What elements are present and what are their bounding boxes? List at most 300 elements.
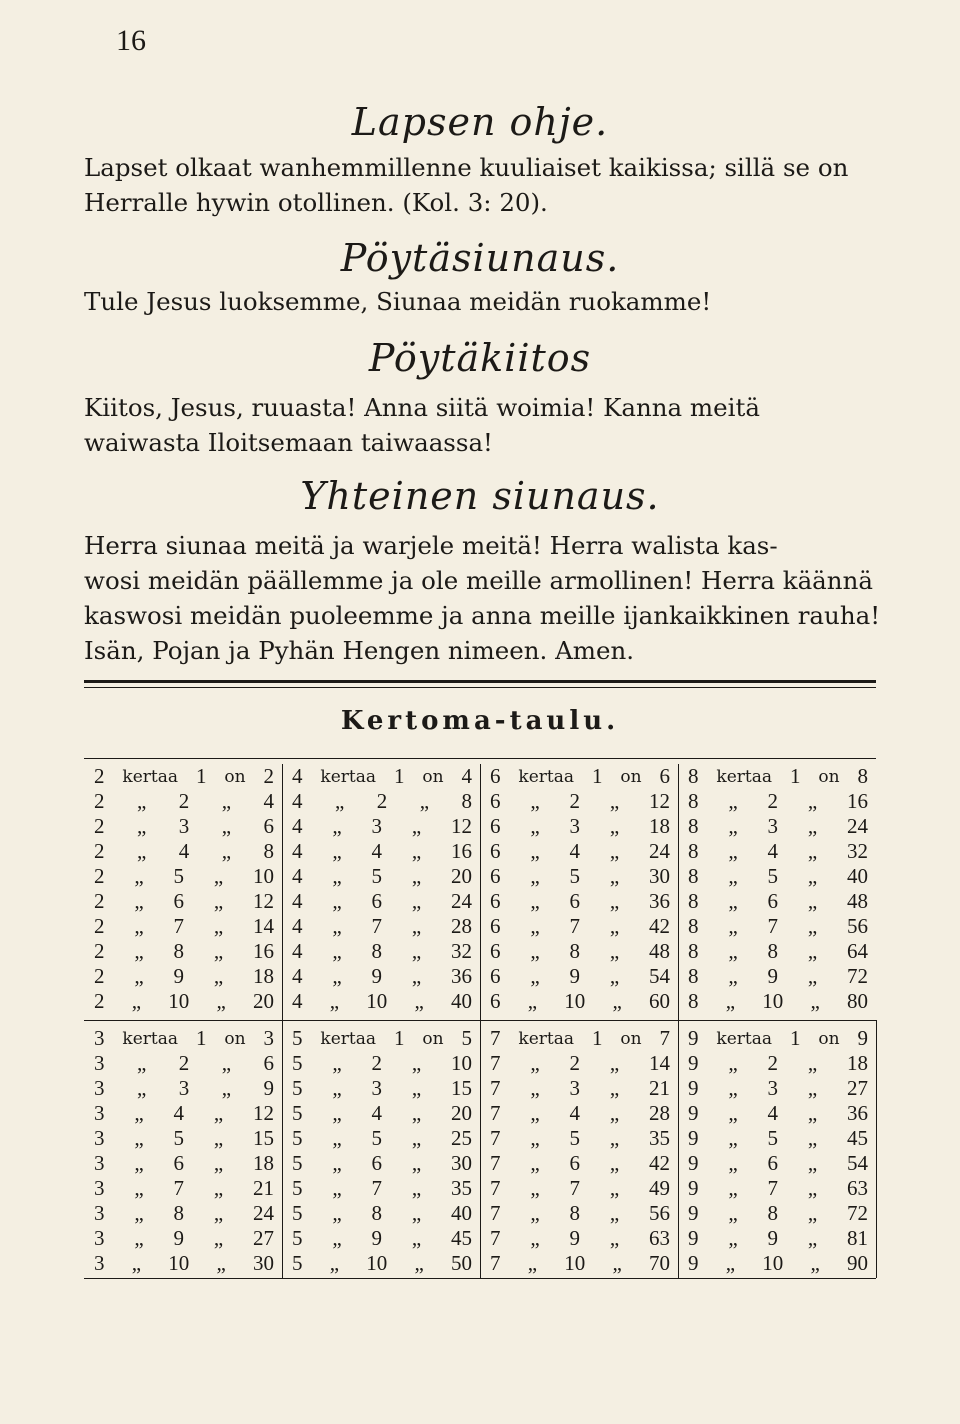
product: 45 — [846, 1126, 868, 1150]
ditto-mark: „ — [728, 914, 738, 938]
multiplier: 10 — [564, 989, 586, 1013]
ditto-mark: „ — [807, 789, 818, 813]
ditto-mark: „ — [530, 914, 540, 938]
product: 28 — [450, 914, 472, 938]
word-is: on — [620, 1028, 642, 1049]
ditto-mark: „ — [807, 1076, 818, 1100]
section-heading-yhteinen-siunaus: Yhteinen siunaus. — [300, 474, 660, 518]
table-cell — [282, 1176, 480, 1201]
product: 18 — [648, 814, 670, 838]
multiplier: 3 — [178, 1076, 190, 1100]
multiplicand: 8 — [688, 864, 699, 888]
table-cell — [282, 1026, 480, 1051]
product: 49 — [648, 1176, 670, 1200]
ditto-mark: „ — [609, 839, 620, 863]
ditto-mark: „ — [530, 1076, 540, 1100]
multiplier: 1 — [591, 764, 603, 788]
product: 81 — [846, 1226, 868, 1250]
multiplicand: 3 — [94, 1176, 105, 1200]
ditto-mark: „ — [329, 1251, 340, 1275]
ditto-mark: „ — [728, 814, 738, 838]
table-cell — [282, 914, 480, 939]
multiplier: 4 — [767, 1101, 778, 1125]
ditto-mark: „ — [411, 864, 422, 888]
ditto-mark: „ — [332, 964, 342, 988]
multiplier: 2 — [569, 789, 580, 813]
multiplicand: 8 — [688, 989, 699, 1013]
multiplier: 8 — [371, 1201, 382, 1225]
ditto-mark: „ — [332, 939, 342, 963]
multiplicand: 5 — [292, 1201, 303, 1225]
table-cell — [678, 1076, 876, 1101]
ditto-mark: „ — [213, 1201, 224, 1225]
product: 64 — [846, 939, 868, 963]
product: 45 — [450, 1226, 472, 1250]
table-cell — [480, 1076, 678, 1101]
ditto-mark: „ — [131, 1251, 142, 1275]
ditto-mark: „ — [530, 964, 540, 988]
ditto-mark: „ — [609, 964, 620, 988]
ditto-mark: „ — [530, 889, 540, 913]
word-times: kertaa — [320, 766, 377, 787]
ditto-mark: „ — [609, 889, 620, 913]
multiplicand: 6 — [490, 889, 501, 913]
ditto-mark: „ — [612, 1251, 622, 1275]
table-cell — [480, 964, 678, 989]
table-cell — [282, 1051, 480, 1076]
ditto-mark: „ — [213, 1101, 224, 1125]
ditto-mark: „ — [530, 1126, 540, 1150]
table-cell — [480, 789, 678, 814]
column-divider — [876, 1020, 877, 1278]
word-times: kertaa — [122, 766, 179, 787]
product: 20 — [450, 1101, 472, 1125]
ditto-mark: „ — [213, 1226, 224, 1250]
ditto-mark: „ — [213, 1176, 224, 1200]
ditto-mark: „ — [216, 1251, 226, 1275]
table-cell — [678, 1251, 876, 1276]
multiplicand: 8 — [688, 764, 699, 788]
multiplicand: 3 — [94, 1226, 105, 1250]
multiplicand: 5 — [292, 1101, 303, 1125]
multiplier: 5 — [569, 864, 580, 888]
multiplier: 6 — [767, 1151, 778, 1175]
table-cell — [282, 764, 480, 789]
word-times: kertaa — [320, 1028, 377, 1049]
product: 48 — [648, 939, 670, 963]
table-cell — [678, 964, 876, 989]
ditto-mark: „ — [332, 839, 342, 863]
table-cell — [678, 789, 876, 814]
multiplicand: 2 — [94, 989, 105, 1013]
table-cell — [480, 1226, 678, 1251]
multiplier: 9 — [569, 1226, 580, 1250]
ditto-mark: „ — [527, 1251, 538, 1275]
table-cell — [678, 1126, 876, 1151]
table-header-rule — [84, 758, 876, 759]
multiplicand: 8 — [688, 814, 699, 838]
multiplicand: 7 — [490, 1126, 501, 1150]
product: 63 — [846, 1176, 868, 1200]
product: 12 — [252, 889, 274, 913]
column-divider — [480, 1020, 481, 1278]
table-top-rule-thin — [84, 687, 876, 688]
product: 3 — [263, 1026, 274, 1050]
ditto-mark: „ — [332, 1051, 342, 1075]
product: 54 — [648, 964, 670, 988]
multiplicand: 5 — [292, 1176, 303, 1200]
multiplier: 1 — [591, 1026, 603, 1050]
product: 12 — [450, 814, 472, 838]
multiplicand: 6 — [490, 864, 501, 888]
ditto-mark: „ — [411, 1151, 422, 1175]
ditto-mark: „ — [807, 864, 818, 888]
product: 24 — [252, 1201, 274, 1225]
product: 32 — [846, 839, 868, 863]
product: 2 — [263, 764, 274, 788]
multiplicand: 2 — [94, 864, 105, 888]
ditto-mark: „ — [728, 1101, 738, 1125]
ditto-mark: „ — [136, 789, 147, 813]
multiplier: 7 — [371, 1176, 382, 1200]
ditto-mark: „ — [728, 1226, 738, 1250]
table-cell — [282, 864, 480, 889]
word-is: on — [818, 1028, 840, 1049]
product: 4 — [263, 789, 274, 813]
product: 42 — [648, 1151, 670, 1175]
multiplier: 7 — [371, 914, 382, 938]
multiplier: 6 — [173, 889, 184, 913]
ditto-mark: „ — [332, 1101, 342, 1125]
multiplier: 4 — [173, 1101, 184, 1125]
ditto-mark: „ — [411, 814, 422, 838]
table-cell — [678, 1226, 876, 1251]
multiplicand: 4 — [292, 814, 303, 838]
table-cell — [678, 764, 876, 789]
table-cell — [84, 1201, 282, 1226]
multiplier: 8 — [767, 939, 778, 963]
product: 12 — [252, 1101, 274, 1125]
ditto-mark: „ — [728, 1201, 738, 1225]
product: 36 — [846, 1101, 868, 1125]
multiplicand: 6 — [490, 939, 501, 963]
ditto-mark: „ — [807, 1126, 818, 1150]
ditto-mark: „ — [136, 1051, 147, 1075]
table-title: Kertoma-taulu. — [340, 706, 620, 736]
ditto-mark: „ — [609, 814, 620, 838]
ditto-mark: „ — [134, 1226, 144, 1250]
ditto-mark: „ — [136, 839, 147, 863]
ditto-mark: „ — [728, 1076, 738, 1100]
ditto-mark: „ — [725, 1251, 736, 1275]
product: 15 — [450, 1076, 472, 1100]
multiplier: 3 — [569, 814, 580, 838]
multiplicand: 9 — [688, 1251, 699, 1275]
table-cell — [84, 789, 282, 814]
ditto-mark: „ — [728, 889, 738, 913]
ditto-mark: „ — [728, 864, 738, 888]
table-cell — [480, 1151, 678, 1176]
multiplicand: 6 — [490, 839, 501, 863]
ditto-mark: „ — [411, 1201, 422, 1225]
table-cell — [678, 1201, 876, 1226]
table-cell — [84, 1151, 282, 1176]
multiplier: 8 — [173, 939, 184, 963]
multiplicand: 4 — [292, 914, 303, 938]
ditto-mark: „ — [807, 964, 818, 988]
product: 12 — [648, 789, 670, 813]
table-cell — [282, 989, 480, 1014]
multiplicand: 6 — [490, 989, 501, 1013]
column-divider — [678, 1020, 679, 1278]
ditto-mark: „ — [810, 989, 820, 1013]
multiplicand: 8 — [688, 839, 699, 863]
ditto-mark: „ — [609, 914, 620, 938]
product: 18 — [252, 964, 274, 988]
word-times: kertaa — [716, 1028, 773, 1049]
ditto-mark: „ — [807, 814, 818, 838]
ditto-mark: „ — [728, 939, 738, 963]
multiplier: 4 — [178, 839, 190, 863]
ditto-mark: „ — [131, 989, 142, 1013]
multiplier: 2 — [569, 1051, 580, 1075]
text-line: Kiitos, Jesus, ruuasta! Anna siitä woimia! Kanna meitä — [84, 393, 760, 422]
table-cell — [84, 914, 282, 939]
multiplicand: 4 — [292, 964, 303, 988]
ditto-mark: „ — [213, 864, 224, 888]
multiplicand: 2 — [94, 789, 105, 813]
multiplier: 10 — [366, 989, 388, 1013]
table-cell — [480, 889, 678, 914]
product: 40 — [450, 989, 472, 1013]
table-cell — [84, 1026, 282, 1051]
ditto-mark: „ — [411, 889, 422, 913]
multiplicand: 2 — [94, 939, 105, 963]
ditto-mark: „ — [527, 989, 538, 1013]
multiplier: 2 — [767, 1051, 778, 1075]
product: 10 — [450, 1051, 472, 1075]
ditto-mark: „ — [609, 1101, 620, 1125]
multiplicand: 8 — [688, 789, 699, 813]
ditto-mark: „ — [728, 964, 738, 988]
table-cell — [678, 939, 876, 964]
ditto-mark: „ — [609, 789, 620, 813]
ditto-mark: „ — [332, 1076, 342, 1100]
section-text-poytakiitos — [84, 390, 874, 460]
table-cell — [480, 1026, 678, 1051]
multiplicand: 9 — [688, 1201, 699, 1225]
column-divider — [282, 764, 283, 1020]
table-cell — [480, 914, 678, 939]
ditto-mark: „ — [609, 1076, 620, 1100]
product: 24 — [648, 839, 670, 863]
table-cell — [678, 889, 876, 914]
product: 32 — [450, 939, 472, 963]
ditto-mark: „ — [807, 939, 818, 963]
multiplicand: 4 — [292, 939, 303, 963]
ditto-mark: „ — [213, 1151, 224, 1175]
multiplier: 3 — [178, 814, 190, 838]
word-times: kertaa — [122, 1028, 179, 1049]
product: 8 — [263, 839, 274, 863]
table-cell — [678, 1151, 876, 1176]
product: 9 — [263, 1076, 274, 1100]
ditto-mark: „ — [134, 914, 144, 938]
table-cell — [480, 989, 678, 1014]
table-cell — [678, 864, 876, 889]
multiplicand: 8 — [688, 939, 699, 963]
ditto-mark: „ — [609, 939, 620, 963]
ditto-mark: „ — [609, 1151, 620, 1175]
multiplicand: 6 — [490, 914, 501, 938]
multiplicand: 3 — [94, 1051, 105, 1075]
multiplicand: 5 — [292, 1026, 303, 1050]
ditto-mark: „ — [332, 1226, 342, 1250]
product: 30 — [252, 1251, 274, 1275]
multiplicand: 7 — [490, 1201, 501, 1225]
ditto-mark: „ — [134, 939, 144, 963]
multiplicand: 8 — [688, 889, 699, 913]
section-heading-poytasiunaus: Pöytäsiunaus. — [340, 236, 620, 280]
product: 21 — [648, 1076, 670, 1100]
ditto-mark: „ — [414, 1251, 424, 1275]
product: 60 — [648, 989, 670, 1013]
word-times: kertaa — [518, 1028, 575, 1049]
ditto-mark: „ — [530, 1226, 540, 1250]
multiplier: 1 — [393, 1026, 405, 1050]
table-cell — [480, 764, 678, 789]
text-line: Lapset olkaat wanhemmillenne kuuliaiset kaikissa; sillä se on — [84, 153, 849, 182]
ditto-mark: „ — [134, 864, 144, 888]
multiplicand: 2 — [94, 914, 105, 938]
multiplicand: 2 — [94, 964, 105, 988]
ditto-mark: „ — [530, 864, 540, 888]
multiplier: 10 — [366, 1251, 388, 1275]
multiplier: 2 — [376, 789, 388, 813]
ditto-mark: „ — [419, 789, 430, 813]
multiplier: 4 — [371, 839, 382, 863]
multiplier: 6 — [371, 889, 382, 913]
table-cell — [84, 814, 282, 839]
multiplicand: 3 — [94, 1201, 105, 1225]
text-line: Tule Jesus luoksemme, Siunaa meidän ruokamme! — [84, 287, 712, 316]
table-cell — [84, 1101, 282, 1126]
ditto-mark: „ — [530, 1051, 540, 1075]
table-cell — [678, 1026, 876, 1051]
multiplier: 6 — [767, 889, 778, 913]
ditto-mark: „ — [334, 789, 345, 813]
multiplier: 1 — [789, 1026, 801, 1050]
multiplicand: 7 — [490, 1051, 501, 1075]
multiplier: 10 — [762, 989, 784, 1013]
multiplier: 1 — [195, 1026, 207, 1050]
ditto-mark: „ — [332, 814, 342, 838]
ditto-mark: „ — [728, 1151, 738, 1175]
multiplicand: 8 — [688, 914, 699, 938]
ditto-mark: „ — [134, 1201, 144, 1225]
ditto-mark: „ — [213, 889, 224, 913]
multiplicand: 3 — [94, 1101, 105, 1125]
multiplier: 5 — [371, 864, 382, 888]
ditto-mark: „ — [609, 1051, 620, 1075]
ditto-mark: „ — [332, 914, 342, 938]
multiplicand: 6 — [490, 964, 501, 988]
product: 7 — [659, 1026, 670, 1050]
multiplier: 3 — [371, 1076, 382, 1100]
multiplicand: 9 — [688, 1176, 699, 1200]
multiplicand: 4 — [292, 864, 303, 888]
text-line: kaswosi meidän puoleemme ja anna meille ijankaikkinen rauha! — [84, 601, 881, 630]
product: 18 — [846, 1051, 868, 1075]
word-times: kertaa — [518, 766, 575, 787]
product: 72 — [846, 964, 868, 988]
table-cell — [282, 939, 480, 964]
ditto-mark: „ — [411, 1101, 422, 1125]
text-line: Herralle hywin otollinen. (Kol. 3: 20). — [84, 188, 548, 217]
multiplier: 6 — [371, 1151, 382, 1175]
multiplicand: 7 — [490, 1026, 501, 1050]
multiplicand: 9 — [688, 1051, 699, 1075]
word-is: on — [818, 766, 840, 787]
table-cell — [480, 1101, 678, 1126]
ditto-mark: „ — [221, 1076, 232, 1100]
multiplicand: 7 — [490, 1251, 501, 1275]
ditto-mark: „ — [134, 1176, 144, 1200]
text-line: waiwasta Iloitsemaan taiwaassa! — [84, 428, 493, 457]
ditto-mark: „ — [609, 1126, 620, 1150]
ditto-mark: „ — [609, 1201, 620, 1225]
multiplier: 2 — [371, 1051, 382, 1075]
table-cell — [480, 839, 678, 864]
ditto-mark: „ — [213, 939, 224, 963]
ditto-mark: „ — [411, 1126, 422, 1150]
multiplicand: 9 — [688, 1026, 699, 1050]
multiplier: 9 — [569, 964, 580, 988]
multiplier: 5 — [173, 864, 184, 888]
multiplier: 8 — [569, 1201, 580, 1225]
product: 72 — [846, 1201, 868, 1225]
table-cell — [282, 1076, 480, 1101]
multiplier: 8 — [371, 939, 382, 963]
multiplier: 6 — [173, 1151, 184, 1175]
table-cell — [84, 864, 282, 889]
table-cell — [282, 1226, 480, 1251]
multiplicand: 9 — [688, 1101, 699, 1125]
multiplicand: 4 — [292, 764, 303, 788]
ditto-mark: „ — [221, 839, 232, 863]
ditto-mark: „ — [609, 1226, 620, 1250]
product: 20 — [450, 864, 472, 888]
table-cell — [678, 989, 876, 1014]
table-cell — [480, 1201, 678, 1226]
multiplicand: 4 — [292, 889, 303, 913]
multiplicand: 9 — [688, 1226, 699, 1250]
product: 6 — [263, 814, 274, 838]
word-is: on — [620, 766, 642, 787]
table-cell — [480, 939, 678, 964]
multiplier: 2 — [178, 789, 190, 813]
ditto-mark: „ — [530, 939, 540, 963]
column-divider — [678, 764, 679, 1020]
product: 8 — [461, 789, 472, 813]
table-cell — [84, 1126, 282, 1151]
multiplier: 7 — [173, 914, 184, 938]
ditto-mark: „ — [728, 839, 738, 863]
page-number: 16 — [116, 24, 146, 57]
multiplier: 9 — [173, 964, 184, 988]
multiplier: 3 — [569, 1076, 580, 1100]
table-cell — [480, 814, 678, 839]
